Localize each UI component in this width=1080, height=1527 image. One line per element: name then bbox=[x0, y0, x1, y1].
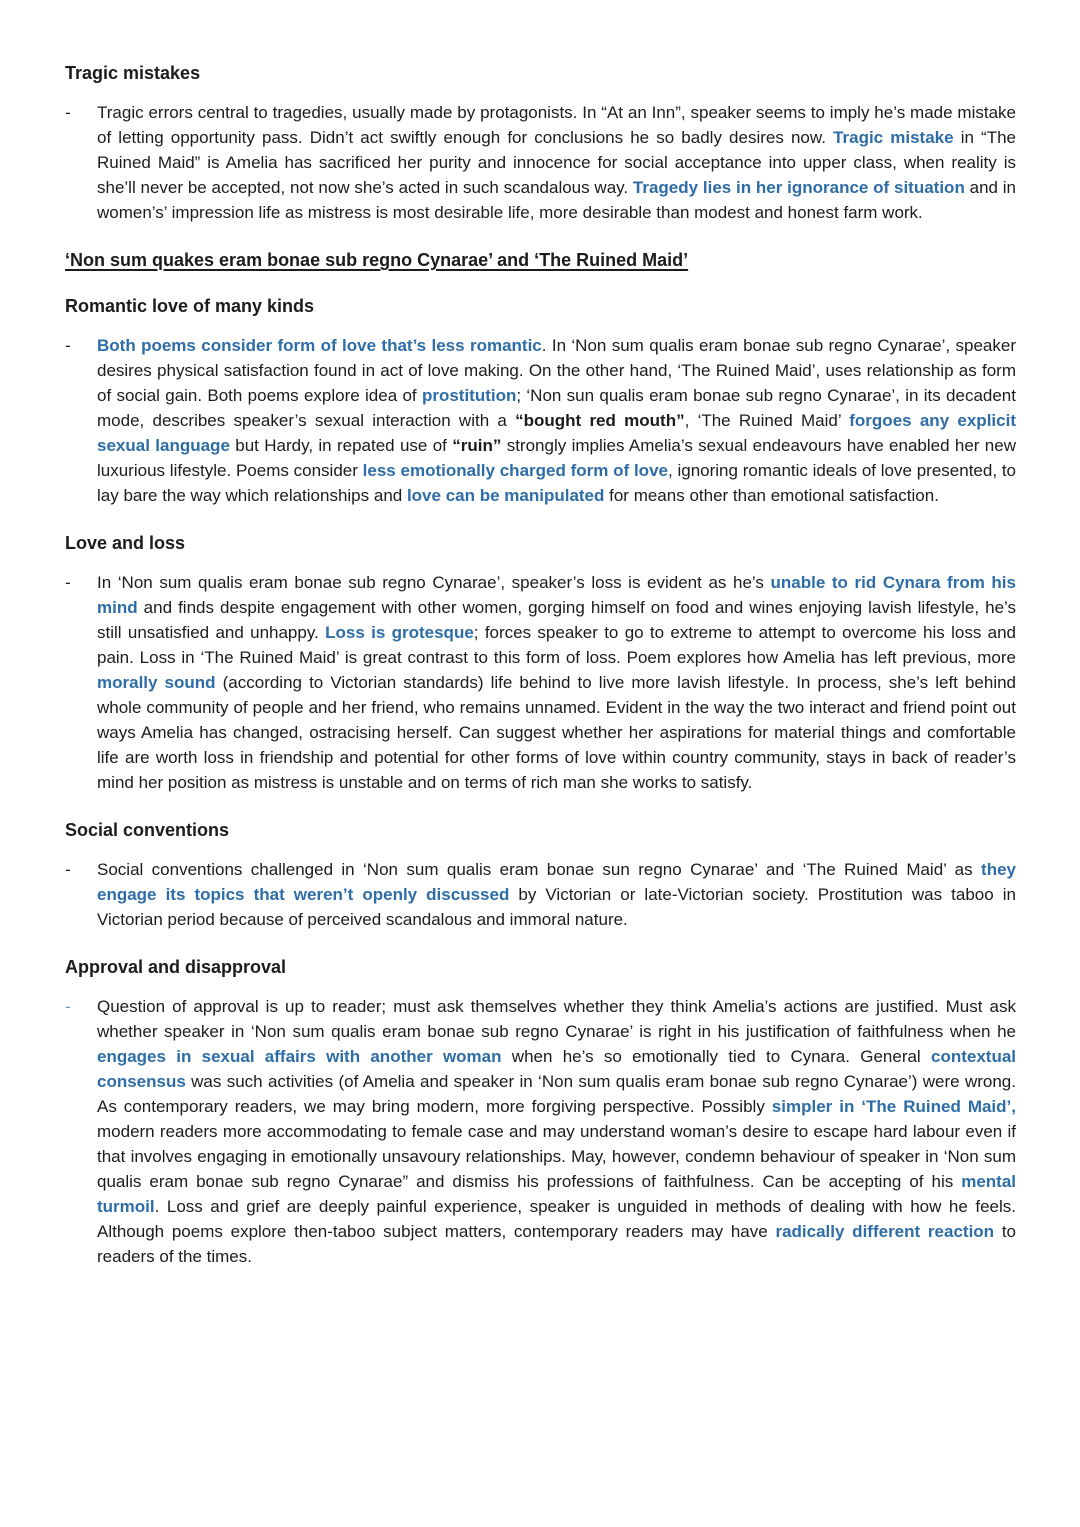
highlighted-text-run: engages in sexual affairs with another woman bbox=[97, 1047, 502, 1066]
section-heading: Love and loss bbox=[65, 533, 186, 553]
text-run: strongly implies Amelia’s sexual endeavours have enabled her new luxurious lifestyle. Poems consider bbox=[97, 436, 1016, 480]
text-run: but Hardy, in repated use of bbox=[229, 436, 453, 455]
bullet-text bbox=[97, 994, 1016, 1269]
bullet-item bbox=[65, 994, 1016, 1269]
highlighted-text-run: radically different reaction bbox=[775, 1222, 995, 1241]
text-run: (according to Victorian standards) life behind to live more lavish lifestyle. In process, she’s left behind whole community of people and her friend, who remains unnamed. Evident in the way the two interact and friend point out ways Amelia has changed, ostracising herself. Can suggest whether her aspirations for material things and comfortable life are worth loss in friendship and potential for other forms of love within country community, stays in back of reader’s mind her position as mistress is unstable and on terms of rich man she works to satisfy. bbox=[97, 673, 1017, 792]
text-run: when he’s so emotionally tied to Cynara. General bbox=[501, 1047, 931, 1066]
text-run: ; forces speaker to go to extreme to attempt to overcome his loss and pain. Loss in ‘The Ruined Maid’ is great contrast to this form of loss. Poem explores how Amelia has left previous, more bbox=[97, 623, 1016, 667]
bullet-dash: - bbox=[65, 573, 71, 592]
section-heading: Approval and disapproval bbox=[65, 957, 287, 977]
text-run: for means other than emotional satisfaction. bbox=[604, 486, 939, 505]
section-heading: Tragic mistakes bbox=[65, 63, 201, 83]
bullet-text bbox=[97, 333, 1016, 508]
bullet-text bbox=[97, 100, 1016, 225]
text-run: and finds despite engagement with other women, gorging himself on food and wines enjoying lavish lifestyle, he’s still unsatisfied and unhappy. bbox=[97, 598, 1016, 642]
section-heading: ‘Non sum quakes eram bonae sub regno Cynarae’ and ‘The Ruined Maid’ bbox=[65, 250, 689, 270]
text-run: Social conventions challenged in ‘Non sum qualis eram bonae sun regno Cynarae’ and ‘The Ruined Maid’ as bbox=[97, 860, 982, 879]
highlighted-text-run: forgoes any explicit sexual language bbox=[97, 411, 1016, 455]
highlighted-text-run: love can be manipulated bbox=[406, 486, 605, 505]
highlighted-text-run: mental turmoil bbox=[97, 1172, 1016, 1216]
text-run: ; ‘Non sun qualis eram bonae sub regno Cynarae’, in its decadent mode, describes speaker’s sexual interaction with a bbox=[97, 386, 1016, 430]
text-run: , ignoring romantic ideals of love presented, to lay bare the way which relationships and bbox=[97, 461, 1016, 505]
text-run: to readers of the times. bbox=[97, 1222, 1017, 1266]
bold-text-run: “ruin” bbox=[452, 436, 502, 455]
bullet-dash: - bbox=[65, 336, 71, 355]
bullet-dash: - bbox=[65, 860, 71, 879]
text-run: in “The Ruined Maid” is Amelia has sacrificed her purity and innocence for social acceptance into upper class, when reality is she’ll never be accepted, not now she’s acted in such scandalous way. bbox=[97, 128, 1016, 197]
highlighted-text-run: they engage its topics that weren’t openly discussed bbox=[97, 860, 1016, 904]
highlighted-text-run: unable to rid Cynara from his mind bbox=[97, 573, 1016, 617]
highlighted-text-run: morally sound bbox=[97, 673, 216, 692]
highlighted-text-run: less emotionally charged form of love bbox=[362, 461, 668, 480]
bold-text-run: “bought red mouth” bbox=[515, 411, 685, 430]
bullet-dash: - bbox=[65, 103, 71, 122]
section-heading: Romantic love of many kinds bbox=[65, 296, 315, 316]
section-heading: Social conventions bbox=[65, 820, 230, 840]
text-run: . Loss and grief are deeply painful experience, speaker is unguided in methods of dealing with how he feels. Although poems explore then-taboo subject matters, contemporary readers may have bbox=[97, 1197, 1016, 1241]
bullet-item bbox=[65, 333, 1016, 508]
text-run: was such activities (of Amelia and speaker in ‘Non sum qualis eram bonae sub regno Cynarae’) were wrong. As contemporary readers, we may bring modern, more forgiving perspective. Possibly bbox=[97, 1072, 1016, 1116]
highlighted-text-run: Tragedy lies in her ignorance of situation bbox=[632, 178, 965, 197]
text-run: . In ‘Non sum qualis eram bonae sub regno Cynarae’, speaker desires physical satisfaction found in act of love making. On the other hand, ‘The Ruined Maid’, uses relationship as form of social gain. Both poems explore idea of bbox=[97, 336, 1016, 405]
bullet-item bbox=[65, 100, 1016, 225]
text-run: Tragic errors central to tragedies, usually made by protagonists. In “At an Inn”, speaker seems to imply he’s made mistake of letting opportunity pass. Didn’t act swiftly enough for conclusions he so badly desires now. bbox=[97, 103, 1016, 147]
document-body bbox=[65, 62, 1016, 1269]
text-run: and in women’s’ impression life as mistress is most desirable life, more desirable than modest and honest farm work. bbox=[97, 178, 1016, 222]
text-run: modern readers more accommodating to female case and may understand woman’s desire to escape hard labour even if that involves engaging in emotionally unsavoury relationships. May, however, condemn behaviour of speaker in ‘Non sum qualis eram bonae sub regno Cynarae” and dismiss his professions of faithfulness. Can be accepting of his bbox=[97, 1122, 1016, 1191]
highlighted-text-run: prostitution bbox=[421, 386, 517, 405]
bullet-item bbox=[65, 857, 1016, 932]
text-run: Question of approval is up to reader; must ask themselves whether they think Amelia’s actions are justified. Must ask whether speaker in ‘Non sum qualis eram bonae sub regno Cynarae’ is right in his justification of faithfulness when he bbox=[97, 997, 1016, 1041]
text-run: , ‘The Ruined Maid’ bbox=[684, 411, 850, 430]
highlighted-text-run: Tragic mistake bbox=[833, 128, 954, 147]
highlighted-text-run: simpler in ‘The Ruined Maid’, bbox=[771, 1097, 1016, 1116]
highlighted-text-run: contextual consensus bbox=[97, 1047, 1017, 1091]
bullet-text bbox=[97, 570, 1016, 795]
text-run: by Victorian or late-Victorian society. Prostitution was taboo in Victorian period because of perceived scandalous and immoral nature. bbox=[97, 885, 1016, 929]
highlighted-text-run: Loss is grotesque bbox=[325, 623, 474, 642]
text-run: In ‘Non sum qualis eram bonae sub regno Cynarae’, speaker’s loss is evident as he’s bbox=[97, 573, 771, 592]
bullet-text bbox=[97, 857, 1016, 932]
bullet-item bbox=[65, 570, 1016, 795]
highlighted-text-run: Both poems consider form of love that’s less romantic bbox=[97, 336, 542, 355]
bullet-dash: - bbox=[65, 997, 71, 1016]
